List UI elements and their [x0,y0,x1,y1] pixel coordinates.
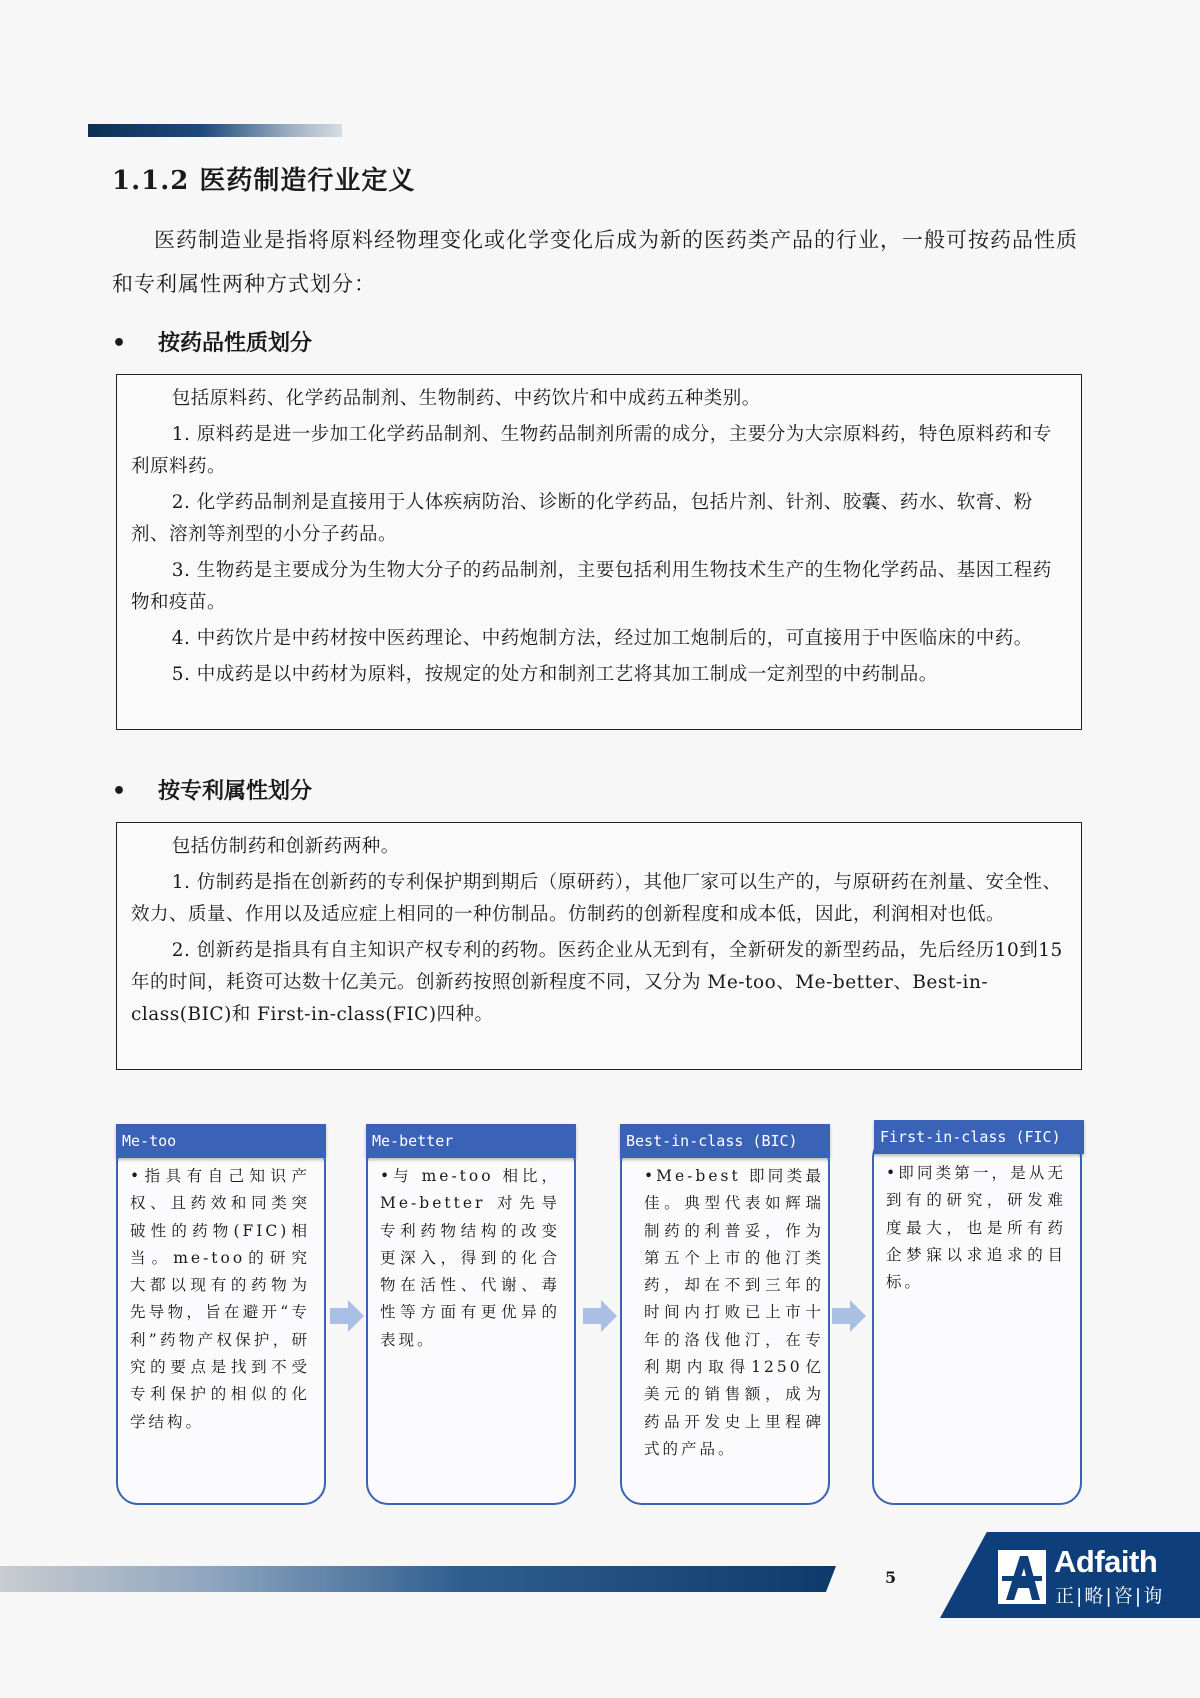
nature-paragraph: 2. 化学药品制剂是直接用于人体疾病防治、诊断的化学药品，包括片剂、针剂、胶囊、药水、软膏、粉剂、溶剂等剂型的小分子药品。 [131,492,1033,545]
adfaith-logo-icon [998,1550,1046,1608]
flow-card-title: First-in-class (FIC) [874,1120,1084,1154]
logo-text-cn: 正|略|咨|询 [1055,1585,1165,1607]
patent-paragraph: 2. 创新药是指具有自主知识产权专利的药物。医药企业从无到有，全新研发的新型药品，先后经历10到15年的时间，耗资可达数十亿美元。创新药按照创新程度不同，又分为 Me-too、Me-better、Best-in-class(BIC)和 First-in-class(FIC)四种。 [131,940,1063,1025]
section-title: 1.1.2 医药制造行业定义 [112,166,416,196]
flow-card-text: •即同类第一，是从无到有的研究，研发难度最大，也是所有药企梦寐以求追求的目标。 [886,1164,1066,1292]
flow-card-title: Best-in-class (BIC) [620,1124,830,1158]
heading-by-nature-text: 按药品性质划分 [158,331,313,356]
heading-by-nature [112,326,312,357]
intro-paragraph: 医药制造业是指将原料经物理变化或化学变化后成为新的医药类产品的行业，一般可按药品性质和专利属性两种方式划分： [112,228,1078,296]
flow-card-title: Me-too [116,1124,326,1158]
nature-paragraph: 5. 中成药是以中药材为原料，按规定的处方和制剂工艺将其加工制成一定剂型的中药制品。 [171,664,938,685]
flow-card-text: •与 me-too 相比，Me-better 对先导专利药物结构的改变更深入，得到的化合物在活性、代谢、毒性等方面有更优异的表现。 [380,1167,560,1349]
patent-paragraph: 1. 仿制药是指在创新药的专利保护期到期后（原研药），其他厂家可以生产的，与原研药在剂量、安全性、效力、质量、作用以及适应症上相同的一种仿制品。仿制药的创新程度和成本低，因此，利润相对也低。 [131,872,1062,925]
patent-paragraph: 包括仿制药和创新药两种。 [171,836,400,857]
nature-paragraph: 4. 中药饮片是中药材按中医药理论、中药炮制方法，经过加工炮制后的，可直接用于中医临床的中药。 [171,628,1033,649]
nature-paragraph: 1. 原料药是进一步加工化学药品制剂、生物药品制剂所需的成分，主要分为大宗原料药，特色原料药和专利原料药。 [131,424,1052,477]
heading-by-patent-text: 按专利属性划分 [158,779,313,804]
bullet-icon: • [112,779,127,804]
heading-by-patent [112,774,312,805]
flow-card-text: •指具有自己知识产权、且药效和同类突破性的药物(FIC)相当。me-too的研究大都以现有的药物为先导物，旨在避开“专利”药物产权保护，研究的要点是找到不受专利保护的相似的化学结构。 [130,1167,310,1431]
flow-card-title: Me-better [366,1124,576,1158]
flow-card-text: •Me-best 即同类最佳。典型代表如辉瑞制药的利普妥，作为第五个上市的他汀类药，却在不到三年的时间内打败已上市十年的洛伐他汀，在专利期内取得1250亿美元的销售额，成为药品开发史上里程碑式的产品。 [644,1167,824,1458]
bullet-icon: • [112,331,127,356]
nature-paragraph: 3. 生物药是主要成分为生物大分子的药品制剂，主要包括利用生物技术生产的生物化学药品、基因工程药物和疫苗。 [131,560,1052,613]
header-accent-bar [88,124,342,137]
patent-definition-box [116,822,1082,1070]
page-number: 5 [885,1568,897,1587]
footer-accent-bar [0,1566,836,1592]
logo-text-en: Adfaith [1054,1544,1158,1579]
nature-paragraph: 包括原料药、化学药品制剂、生物制药、中药饮片和中成药五种类别。 [171,388,761,409]
nature-definition-box [116,374,1082,730]
